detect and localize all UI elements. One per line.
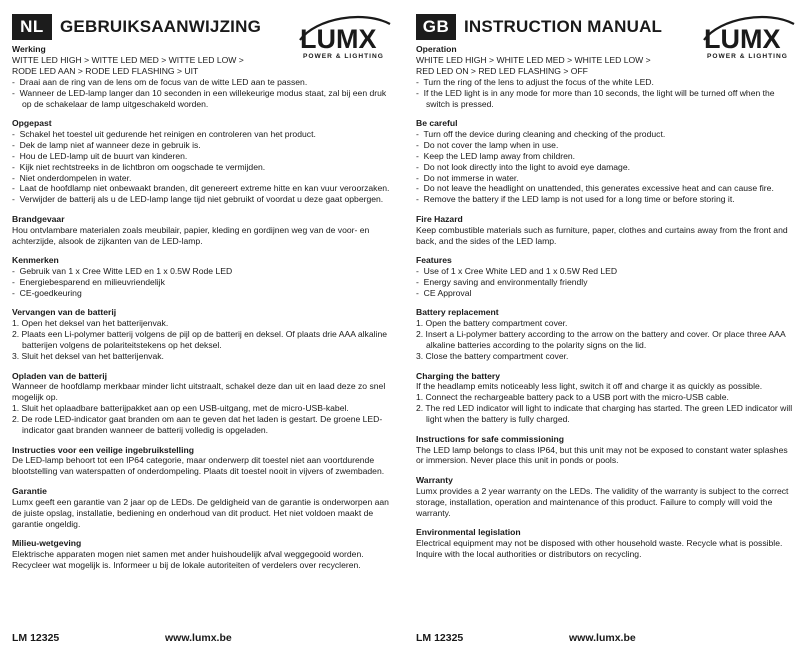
list-item: - Kijk niet rechtstreeks in de lichtbron om oogschade te vermijden. [12,161,266,172]
list-item: - Remove the battery if the LED lamp is not used for a long time or before storing it. [416,194,735,205]
manual-section [416,307,794,362]
paragraph: Lumx geeft een garantie van 2 jaar op de LEDs. De geldigheid van de garantie is onderworpen aan de juiste opslag, installatie, bediening en onderhoud van dit product. Het niet voldoen maakt de garantie ongeldig. [12,496,392,529]
manual-section [12,486,390,530]
paragraph: De LED-lamp behoort tot een IP64 categorie, maar onderwerp dit toestel niet aan voortdurende blootstelling van waterspatten of onderdompeling. Plaats dit toestel nooit in vijvers of zwembaden. [12,455,385,477]
list-item: - Dek de lamp niet af wanneer deze in gebruik is. [12,139,201,150]
manual-section [416,118,794,205]
section-title: Be careful [416,118,458,129]
logo-tagline: POWER & LIGHTING [707,53,788,60]
manual-section [416,255,794,299]
manual-section [12,214,390,247]
list-item: - Hou de LED-lamp uit de buurt van kinderen. [12,150,188,161]
list-item: - Draai aan de ring van de lens om de focus van de witte LED aan te passen. [12,76,308,87]
list-item: - CE-goedkeuring [12,287,82,298]
manual-section [12,538,390,571]
list-item: - Wanneer de LED-lamp langer dan 10 seconden in een willekeurige modus staat, zal bij een druk op de schakelaar de lamp uitgeschakeld worden. [12,87,389,109]
website-link[interactable]: www.lumx.be [165,632,232,644]
model-number: LM 12325 [416,632,464,644]
list-item: 2. Plaats een Li-polymer batterij volgens de pijl op de batterij en deksel. Of plaats drie AAA alkaline batterijen volgens de polariteitstekens op het deksel. [12,329,390,351]
list-item: 3. Sluit het deksel van het batterijenvak. [12,351,164,362]
list-item: - If the LED light is in any mode for more than 10 seconds, the light will be turned off when the switch is pressed. [416,87,777,109]
section-title: Fire Hazard [416,213,463,224]
list-item: 1. Open het deksel van het batterijenvak. [12,318,169,329]
section-title: Warranty [416,474,453,485]
list-item: 2. Insert a Li-polymer battery according to the arrow on the battery and cover. Or place three AAA alkaline batteries according to the polarity signs on the lid. [416,329,788,351]
section-title: Battery replacement [416,307,499,318]
manual-section [12,255,390,299]
paragraph: WITTE LED HIGH > WITTE LED MED > WITTE LED LOW > [12,54,244,65]
list-item: 2. The red LED indicator will light to indicate that charging has started. The green LED indicator will light when the battery is fully charged. [416,403,795,425]
logo-tagline: POWER & LIGHTING [303,53,384,60]
manual-section [416,475,794,519]
list-item: - Do not leave the headlight on unattended, this generates excessive heat and can cause fire. [416,183,774,194]
list-item: - Laat de hoofdlamp niet onbewaakt branden, dit genereert extreme hitte en kan vuur veroorzaken. [12,183,390,194]
paragraph: Wanneer de hoofdlamp merkbaar minder licht uitstraalt, schakel deze dan uit en laad deze zo snel mogelijk op. [12,381,388,403]
list-item: - Turn off the device during cleaning and checking of the product. [416,128,666,139]
manual-section [416,44,794,109]
list-item: - Gebruik van 1 x Cree Witte LED en 1 x 0.5W Rode LED [12,266,233,277]
section-title: Operation [416,44,457,54]
list-item: - CE Approval [416,287,472,298]
paragraph: Keep combustible materials such as furniture, paper, clothes and curtains away from the front and back, and the sides of the LED lamp. [416,224,791,246]
manual-section [12,445,390,478]
list-item: 3. Close the battery compartment cover. [416,351,569,362]
manual-section [12,307,390,362]
dutch-sections [12,44,390,579]
list-item: 1. Sluit het oplaadbare batterijpakket aan op een USB-uitgang, met de micro-USB-kabel. [12,403,349,414]
paragraph: The LED lamp belongs to class IP64, but this unit may not be exposed to constant water splashes or immersion. Never place this unit in ponds or pools. [416,444,791,466]
list-item: - Verwijder de batterij als u de LED-lamp lange tijd niet gebruikt of voordat u deze gaat opbergen. [12,194,384,205]
english-column [416,0,806,656]
section-title: Instructies voor een veilige ingebruikstelling [12,444,194,455]
list-item: - Energy saving and environmentally friendly [416,277,588,287]
section-title: Opladen van de batterij [12,370,108,381]
website-link[interactable]: www.lumx.be [569,632,636,644]
paragraph: RED LED ON > RED LED FLASHING > OFF [416,65,588,76]
list-item: - Do not immerse in water. [416,172,519,183]
list-item: - Schakel het toestel uit gedurende het reinigen en controleren van het product. [12,128,316,139]
section-title: Features [416,255,452,266]
english-sections [416,44,794,569]
logo-brand: LUMX [300,24,377,54]
paragraph: Elektrische apparaten mogen niet samen met ander huishoudelijk afval weggegooid worden. Recycleer wat mogelijk is. Informeer u bij de lokale autoriteiten of verdelers over recycleren. [12,549,366,570]
language-badge: GB [416,14,456,40]
manual-section [416,527,794,560]
manual-section [416,434,794,467]
manual-section [12,118,390,205]
list-item: 2. De rode LED-indicator gaat branden om aan te geven dat het laden is gestart. De groene LED-indicator gaat branden wanneer de batterij volledig is opgeladen. [12,414,383,436]
paragraph: Electrical equipment may not be disposed with other household waste. Recycle what is possible. Inquire with the local authorities or distributors on recycling. [416,538,785,559]
paragraph: If the headlamp emits noticeably less light, switch it off and charge it as quickly as possible. [416,381,763,392]
language-badge: NL [12,14,52,40]
list-item: - Do not look directly into the light to avoid eye damage. [416,161,631,172]
manual-section [12,371,390,436]
manual-section [12,44,390,109]
section-title: Kenmerken [12,255,59,266]
manual-title: INSTRUCTION MANUAL [464,17,663,36]
section-title: Environmental legislation [416,527,521,538]
section-title: Vervangen van de batterij [12,307,117,318]
list-item: - Keep the LED lamp away from children. [416,150,576,161]
section-title: Milieu-wetgeving [12,538,82,549]
paragraph: RODE LED AAN > RODE LED FLASHING > UIT [12,65,199,76]
logo-brand: LUMX [704,24,781,54]
section-title: Instructions for safe commissioning [416,433,565,444]
section-title: Werking [12,44,46,54]
paragraph: Lumx provides a 2 year warranty on the LEDs. The validity of the warranty is subject to the correct storage, installation, operation and maintenance of this product. Failure to comply will void the warranty. [416,485,791,518]
list-item: 1. Connect the rechargeable battery pack to a USB port with the micro-USB cable. [416,392,729,403]
list-item: 1. Open the battery compartment cover. [416,318,568,329]
manual-title: GEBRUIKSAANWIJZING [60,17,261,36]
section-title: Charging the battery [416,370,501,381]
dutch-column [12,0,402,656]
paragraph: WHITE LED HIGH > WHITE LED MED > WHITE LED LOW > [416,54,651,65]
list-item: - Turn the ring of the lens to adjust the focus of the white LED. [416,76,654,87]
manual-section [416,214,794,247]
list-item: - Use of 1 x Cree White LED and 1 x 0.5W Red LED [416,266,618,277]
manual-section [416,371,794,426]
list-item: - Niet onderdompelen in water. [12,172,132,183]
section-title: Garantie [12,485,47,496]
model-number: LM 12325 [12,632,60,644]
list-item: - Do not cover the lamp when in use. [416,139,559,150]
section-title: Opgepast [12,118,52,129]
section-title: Brandgevaar [12,213,65,224]
list-item: - Energiebesparend en milieuvriendelijk [12,277,165,287]
paragraph: Hou ontvlambare materialen zoals meubilair, papier, kleding en gordijnen weg van de voor- en achterzijde, alsook de zijkanten van de LED-lamp. [12,224,372,246]
